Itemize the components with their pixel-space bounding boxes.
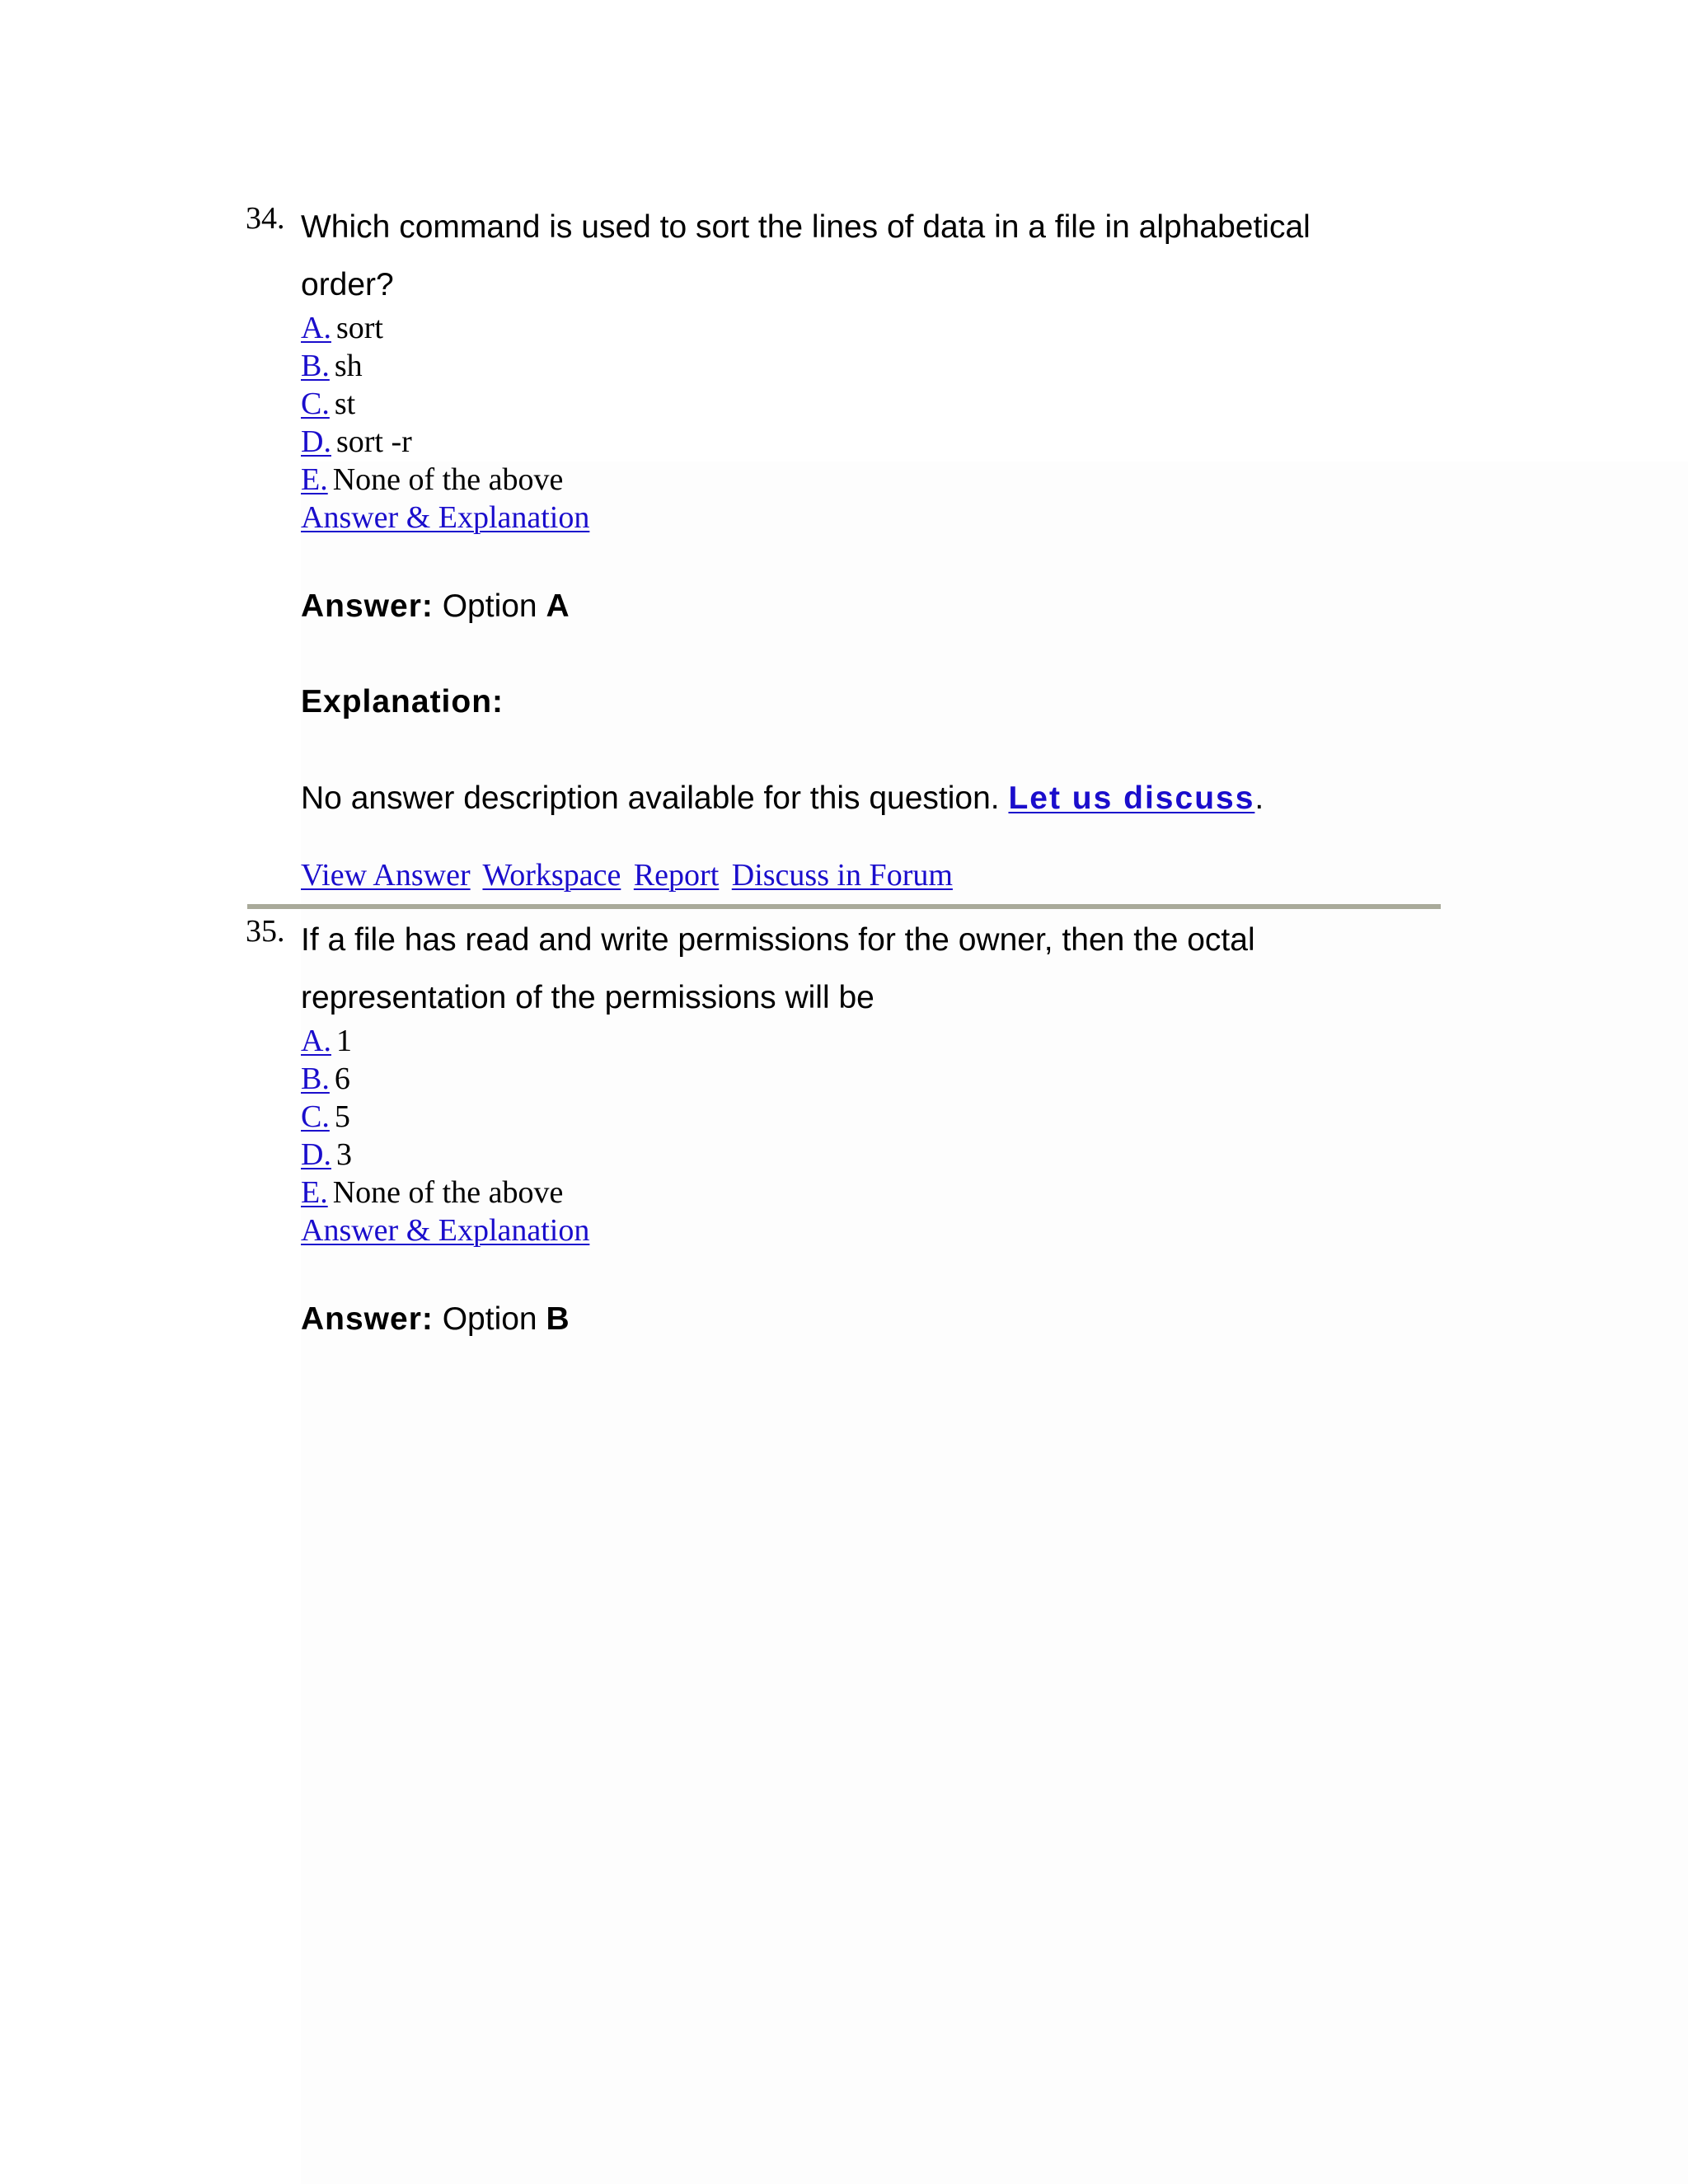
option-c-text: st bbox=[334, 387, 356, 421]
report-link[interactable]: Report bbox=[633, 858, 720, 893]
answer-letter: B bbox=[546, 1301, 570, 1337]
option-b bbox=[301, 1060, 1397, 1098]
answer-label: Answer: bbox=[301, 1301, 434, 1337]
option-b-link[interactable]: B. bbox=[301, 1062, 330, 1096]
question-body bbox=[301, 915, 1397, 1340]
option-e-text: None of the above bbox=[332, 462, 564, 497]
option-d-text: sort -r bbox=[335, 424, 412, 459]
answer-line bbox=[301, 586, 1397, 627]
option-b-link[interactable]: B. bbox=[301, 349, 330, 383]
options-list bbox=[301, 309, 1397, 537]
explanation-end: . bbox=[1254, 780, 1264, 816]
option-c bbox=[301, 385, 1397, 423]
question-body bbox=[301, 202, 1397, 894]
question-divider bbox=[247, 904, 1441, 909]
option-e-link[interactable]: E. bbox=[301, 1175, 328, 1210]
option-b-text: sh bbox=[334, 349, 363, 383]
option-c bbox=[301, 1098, 1397, 1136]
option-e-text: None of the above bbox=[332, 1175, 564, 1210]
option-e bbox=[301, 1174, 1397, 1212]
workspace-link[interactable]: Workspace bbox=[482, 858, 621, 893]
option-c-link[interactable]: C. bbox=[301, 1099, 330, 1134]
question-text: If a file has read and write permissions for the owner, then the octal representation of the permissions will be bbox=[301, 922, 1255, 1015]
answer-line bbox=[301, 1299, 1397, 1340]
option-e-link[interactable]: E. bbox=[301, 462, 328, 497]
option-a-text: sort bbox=[335, 311, 383, 345]
option-a bbox=[301, 309, 1397, 347]
option-e bbox=[301, 461, 1397, 499]
option-a-link[interactable]: A. bbox=[301, 1024, 331, 1058]
option-a-text: 1 bbox=[335, 1024, 352, 1058]
answer-prefix: Option bbox=[442, 588, 537, 624]
question-text: Which command is used to sort the lines of data in a file in alphabetical order? bbox=[301, 209, 1311, 302]
explanation-body: No answer description available for this question. bbox=[301, 780, 1000, 816]
discuss-in-forum-link[interactable]: Discuss in Forum bbox=[731, 858, 953, 893]
option-d-link[interactable]: D. bbox=[301, 1137, 331, 1172]
option-d-text: 3 bbox=[335, 1137, 352, 1172]
option-d bbox=[301, 1136, 1397, 1174]
options-list bbox=[301, 1022, 1397, 1249]
view-answer-link[interactable]: View Answer bbox=[301, 858, 471, 893]
explanation-label: Explanation: bbox=[301, 684, 504, 719]
let-us-discuss-link[interactable]: Let us discuss bbox=[1008, 780, 1255, 816]
option-d-link[interactable]: D. bbox=[301, 424, 331, 459]
question-number: 35. bbox=[246, 914, 285, 949]
answer-explanation-link[interactable]: Answer & Explanation bbox=[301, 1213, 590, 1248]
option-c-text: 5 bbox=[334, 1099, 350, 1134]
answer-letter: A bbox=[546, 588, 570, 624]
answer-explanation-link[interactable]: Answer & Explanation bbox=[301, 500, 590, 535]
answer-prefix: Option bbox=[442, 1301, 537, 1337]
option-b bbox=[301, 347, 1397, 385]
explanation-text bbox=[301, 778, 1397, 819]
option-b-text: 6 bbox=[334, 1062, 350, 1096]
option-d bbox=[301, 423, 1397, 461]
question-footer-links bbox=[301, 856, 1397, 894]
option-a bbox=[301, 1022, 1397, 1060]
option-a-link[interactable]: A. bbox=[301, 311, 331, 345]
question-number: 34. bbox=[246, 201, 285, 236]
answer-label: Answer: bbox=[301, 588, 434, 624]
option-c-link[interactable]: C. bbox=[301, 387, 330, 421]
